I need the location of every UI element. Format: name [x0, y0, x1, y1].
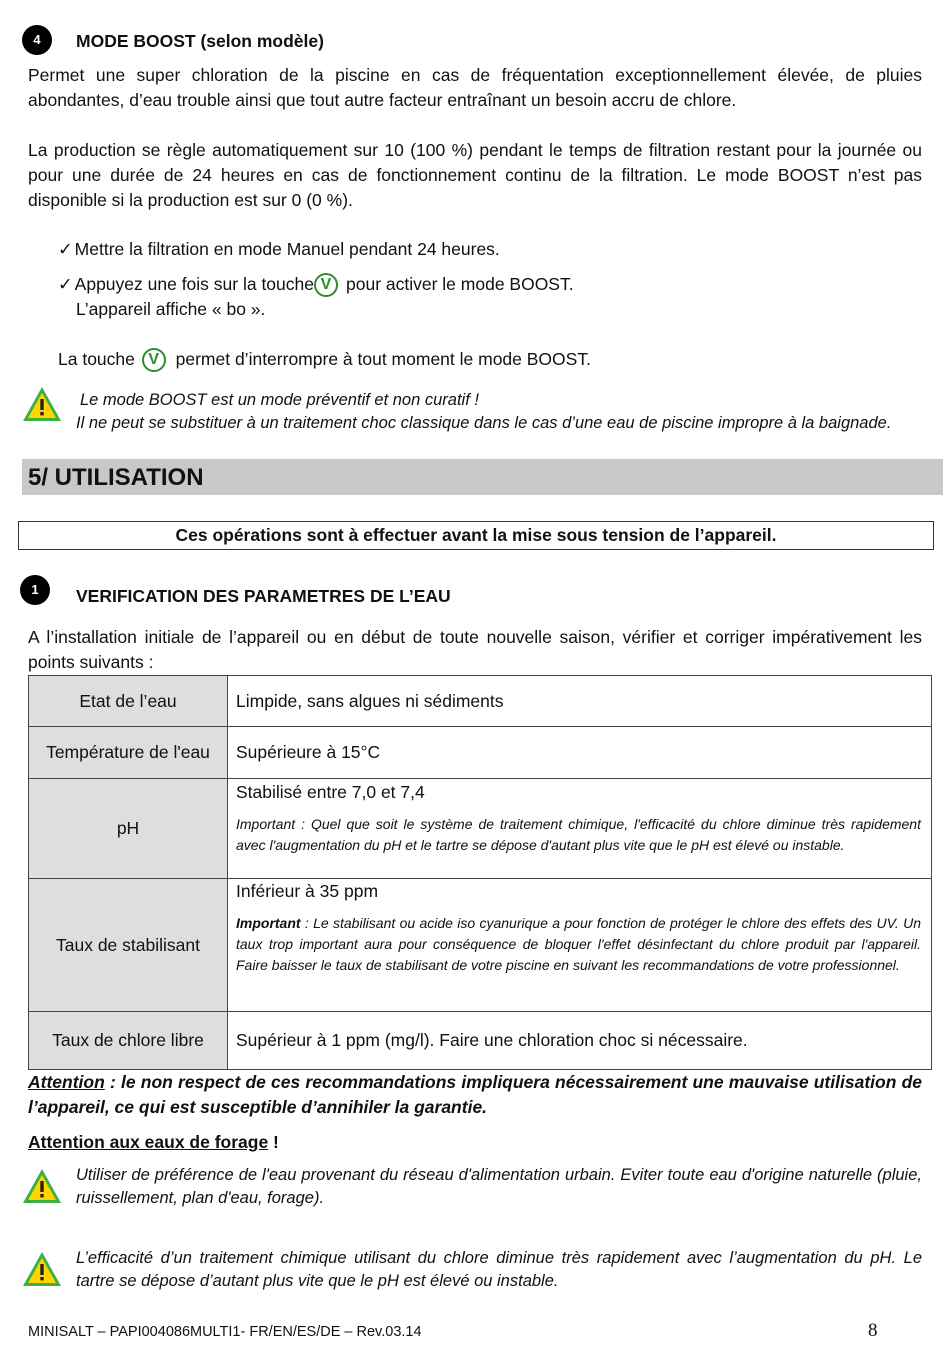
v-key-icon: V — [314, 273, 338, 297]
param-value: Inférieur à 35 ppm — [236, 881, 379, 901]
forage-warning-text: Utiliser de préférence de l'eau provenant du réseau d'alimentation urbain. Eviter toute eau d'origine naturelle (pluie, ruissellement, plan d'eau, forage). — [76, 1166, 922, 1207]
param-label: Taux de chlore libre — [29, 1012, 228, 1070]
checklist-text: pour activer le mode BOOST. — [346, 274, 574, 294]
step-number-badge: 4 — [22, 25, 52, 55]
param-label: Taux de stabilisant — [29, 879, 228, 1012]
checklist-text: Appuyez une fois sur la touche — [74, 274, 314, 294]
table-row — [29, 779, 932, 879]
warning-icon — [22, 386, 62, 422]
device-display-text: L’appareil affiche « bo ». — [76, 299, 266, 319]
forage-title: Attention aux eaux de forage — [28, 1132, 269, 1152]
param-label: Température de l'eau — [29, 727, 228, 779]
forage-heading — [28, 1130, 279, 1155]
param-label: Etat de l’eau — [29, 676, 228, 727]
checklist-item — [58, 272, 574, 297]
water-parameters-table — [28, 675, 932, 1070]
footer-reference: MINISALT – PAPI004086MULTI1- FR/EN/ES/DE – Rev.03.14 — [28, 1324, 422, 1340]
attention-word: Attention — [28, 1072, 105, 1092]
param-value: Supérieure à 15°C — [228, 727, 932, 779]
v-key-icon: V — [142, 348, 166, 372]
water-section-title: VERIFICATION DES PARAMETRES DE L’EAU — [76, 586, 451, 606]
table-row — [29, 879, 932, 1012]
ph-warning-text: L’efficacité d’un traitement chimique utilisant du chlore diminue très rapidement avec l’augmentation du pH. Le tartre se dépose d’autant plus vite que le pH est élevé ou instable. — [76, 1249, 922, 1290]
checkmark-icon: ✓ — [58, 239, 73, 259]
forage-mark: ! — [268, 1132, 279, 1152]
stop-text: permet d’interrompre à tout moment le mode BOOST. — [175, 349, 591, 369]
table-row — [29, 727, 932, 779]
stop-text: La touche — [58, 349, 135, 369]
note-text: : Le stabilisant ou acide iso cyanurique a pour fonction de protéger le chlore des effets des UV. Un taux trop important aura pour conséquence de bloquer l'effet désinfectant du chlore produit par l'appareil. Faire baisser le taux de stabilisant de votre piscine en suivant les recommandations de votre professionnel. — [236, 915, 921, 973]
warning-icon — [22, 1168, 62, 1204]
water-intro: A l’installation initiale de l’appareil ou en début de toute nouvelle saison, vérifier et corriger impérativement les points suivants : — [28, 627, 922, 672]
step-number-badge: 1 — [20, 575, 50, 605]
note-emphasis: Important — [236, 915, 301, 931]
stop-boost-line — [58, 347, 591, 372]
checklist-text: Mettre la filtration en mode Manuel pendant 24 heures. — [74, 239, 500, 259]
param-value: Limpide, sans algues ni sédiments — [228, 676, 932, 727]
section-title: 5/ UTILISATION — [28, 464, 204, 491]
boost-paragraph-1: Permet une super chloration de la piscine en cas de fréquentation exceptionnellement élevée, de pluies abondantes, d’eau trouble ainsi que tout autre facteur entraînant un besoin accru de chlore. — [28, 65, 922, 110]
warning-icon — [22, 1251, 62, 1287]
table-row — [29, 1012, 932, 1070]
boost-section-title: MODE BOOST (selon modèle) — [76, 31, 324, 51]
boxed-notice: Ces opérations sont à effectuer avant la mise sous tension de l’appareil. — [18, 521, 934, 550]
page-number: 8 — [868, 1320, 878, 1341]
boost-warning-line-1: Le mode BOOST est un mode préventif et non curatif ! — [80, 391, 479, 409]
attention-notice — [28, 1070, 922, 1120]
param-value: Stabilisé entre 7,0 et 7,4 — [236, 782, 425, 802]
param-cell — [228, 879, 932, 1012]
section-banner — [22, 459, 943, 495]
checkmark-icon: ✓ — [58, 274, 73, 294]
param-value: Supérieur à 1 ppm (mg/l). Faire une chloration choc si nécessaire. — [228, 1012, 932, 1070]
boost-warning-line-2: Il ne peut se substituer à un traitement choc classique dans le cas d’une eau de piscine impropre à la baignade. — [76, 414, 892, 432]
param-note: Important : Quel que soit le système de traitement chimique, l'efficacité du chlore diminue très rapidement avec l'augmentation du pH et le tartre se dépose d'autant plus vite que le pH est élevé ou instable. — [236, 816, 921, 853]
param-cell — [228, 779, 932, 879]
param-note — [236, 913, 923, 976]
boost-paragraph-2: La production se règle automatiquement sur 10 (100 %) pendant le temps de filtration restant pour la journée ou pour une durée de 24 heures en cas de fonctionnement continu de la filtration. Le mode BOOST n’est pas disponible si la production est sur 0 (0 %). — [28, 140, 922, 210]
checklist-item — [58, 237, 500, 262]
param-label: pH — [29, 779, 228, 879]
table-row — [29, 676, 932, 727]
attention-text: : le non respect de ces recommandations impliquera nécessairement une mauvaise utilisation de l’appareil, ce qui est susceptible d’annihiler la garantie. — [28, 1072, 922, 1117]
